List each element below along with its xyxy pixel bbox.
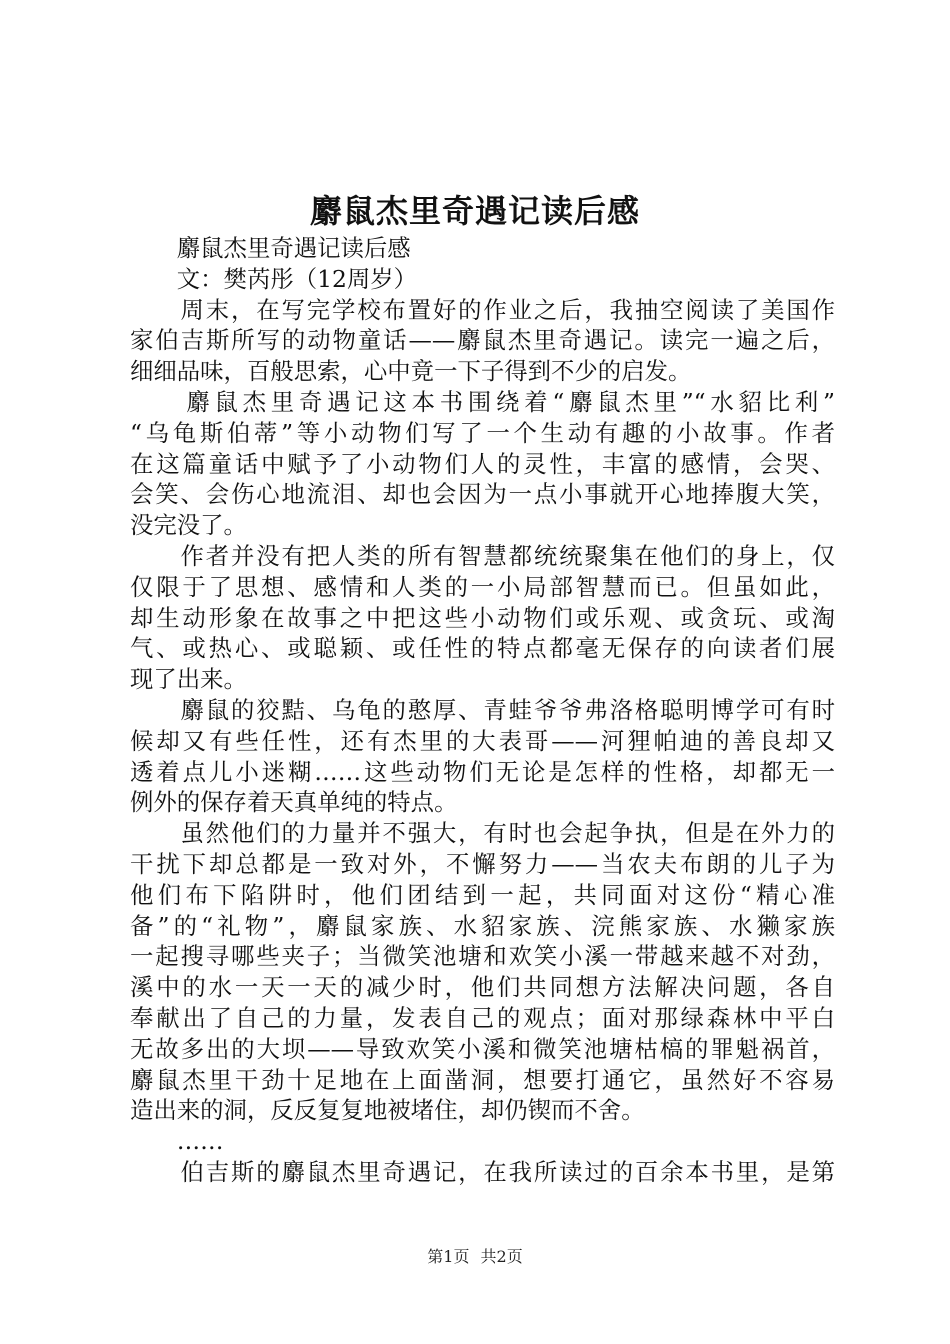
text-line: 虽然他们的力量并不强大，有时也会起争执，但是在外力的 xyxy=(130,819,835,848)
text-line: 一起搜寻哪些夹子；当微笑池塘和欢笑小溪一带越来越不对劲， xyxy=(130,942,835,971)
text-line: 周末，在写完学校布置好的作业之后，我抽空阅读了美国作 xyxy=(130,295,835,324)
text-line: 例外的保存着天真单纯的特点。 xyxy=(130,788,458,817)
text-line: 现了出来。 xyxy=(130,665,247,694)
text-line: 溪中的水一天一天的减少时，他们共同想方法解决问题，各自 xyxy=(130,973,835,1002)
text-line: 文：樊芮彤（12周岁） xyxy=(130,264,418,293)
text-line: 麝鼠杰里奇遇记这本书围绕着“麝鼠杰里”“水貂比利” xyxy=(130,387,835,416)
text-line: 却生动形象在故事之中把这些小动物们或乐观、或贪玩、或淘 xyxy=(130,603,835,632)
text-line: 细细品味，百般思索，心中竟一下子得到不少的启发。 xyxy=(130,357,692,386)
text-line: 麝鼠杰里干劲十足地在上面凿洞，想要打通它，虽然好不容易 xyxy=(130,1065,835,1094)
page-total: 共2页 xyxy=(480,1247,523,1266)
text-line: 在这篇童话中赋予了小动物们人的灵性，丰富的感情，会哭、 xyxy=(130,449,835,478)
text-line: 无故多出的大坝——导致欢笑小溪和微笑池塘枯槁的罪魁祸首， xyxy=(130,1034,835,1063)
text-line: 家伯吉斯所写的动物童话——麝鼠杰里奇遇记。读完一遍之后， xyxy=(130,326,835,355)
text-line: 候却又有些任性，还有杰里的大表哥——河狸帕迪的善良却又 xyxy=(130,726,835,755)
text-line: 没完没了。 xyxy=(130,511,247,540)
text-line: 干扰下却总都是一致对外，不懈努力——当农夫布朗的儿子为 xyxy=(130,849,835,878)
text-line: 奉献出了自己的力量，发表自己的观点；面对那绿森林中平白 xyxy=(130,1003,835,1032)
text-line: 他们布下陷阱时，他们团结到一起，共同面对这份“精心准 xyxy=(130,880,835,909)
document-title: 麝鼠杰里奇遇记读后感 xyxy=(309,192,640,230)
text-line: 造出来的洞，反反复复地被堵住，却仍锲而不舍。 xyxy=(130,1096,645,1125)
text-line: 会笑、会伤心地流泪、却也会因为一点小事就开心地捧腹大笑， xyxy=(130,480,835,509)
page-number: 第1页 xyxy=(427,1247,470,1266)
text-line: 麝鼠的狡黠、乌龟的憨厚、青蛙爷爷弗洛格聪明博学可有时 xyxy=(130,695,835,724)
text-line: 备”的“礼物”，麝鼠家族、水貂家族、浣熊家族、水獭家族 xyxy=(130,911,835,940)
text-line: 伯吉斯的麝鼠杰里奇遇记，在我所读过的百余本书里，是第 xyxy=(130,1157,835,1186)
document-body xyxy=(130,233,835,1188)
text-line: 作者并没有把人类的所有智慧都统统聚集在他们的身上，仅 xyxy=(130,541,835,570)
text-line: …… xyxy=(130,1127,224,1156)
text-line: 仅限于了思想、感情和人类的一小局部智慧而已。但虽如此， xyxy=(130,572,835,601)
text-line: 麝鼠杰里奇遇记读后感 xyxy=(130,234,411,262)
text-line: 透着点儿小迷糊……这些动物们无论是怎样的性格，却都无一 xyxy=(130,757,835,786)
text-line: 气、或热心、或聪颖、或任性的特点都毫无保存的向读者们展 xyxy=(130,634,835,663)
page-footer xyxy=(0,1244,950,1267)
text-line: “乌龟斯伯蒂”等小动物们写了一个生动有趣的小故事。作者 xyxy=(130,418,835,447)
